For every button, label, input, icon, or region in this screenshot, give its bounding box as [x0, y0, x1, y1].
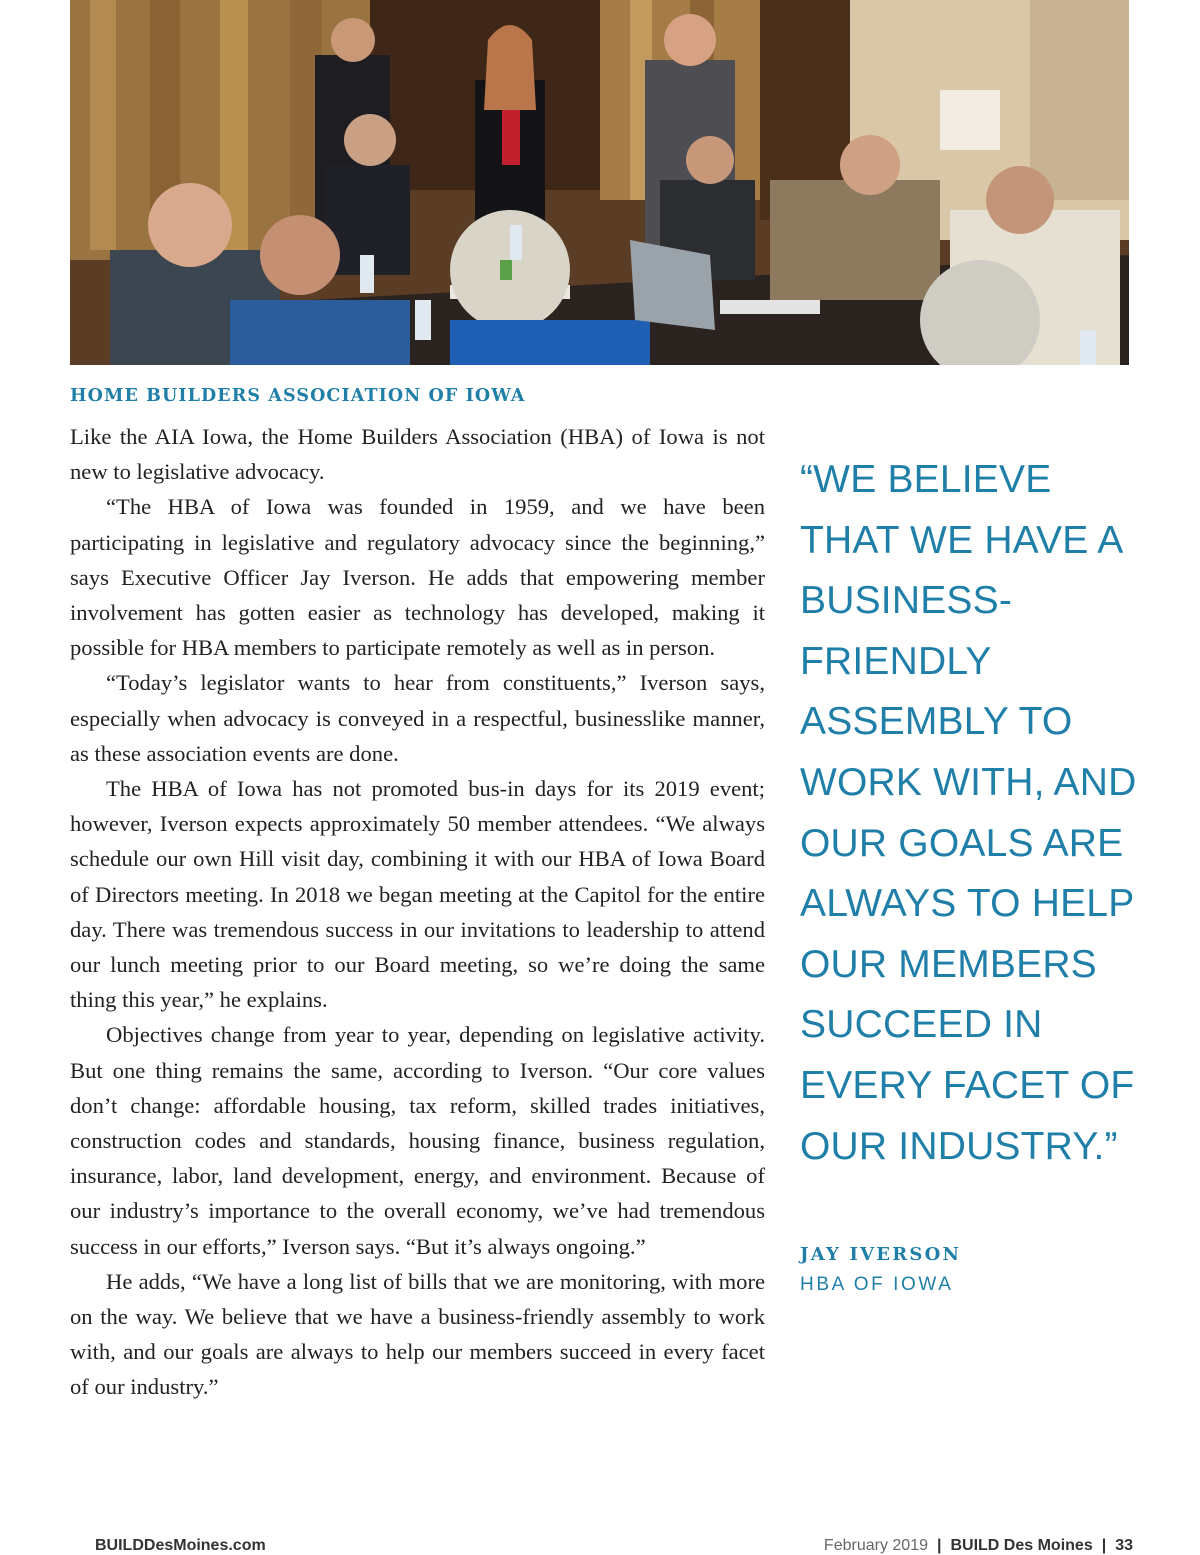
pull-quote-attribution-name: JAY IVERSON: [800, 1244, 962, 1265]
article-body: [70, 419, 765, 1405]
article-paragraph: “Today’s legislator wants to hear from constituents,” Iverson says, especially when advocacy is conveyed in a respectful, businesslike manner, as these association events are done.: [70, 670, 765, 766]
article-paragraph: “The HBA of Iowa was founded in 1959, and we have been participating in legislative and regulatory advocacy since the beginning,” says Executive Officer Jay Iverson. He adds that empowering member involvement has gotten easier as technology has developed, making it possible for HBA members to participate remotely as well as in person.: [70, 494, 765, 661]
article-paragraph: Objectives change from year to year, depending on legislative activity. But one thing remains the same, according to Iverson. “Our core values don’t change: affordable housing, tax reform, skilled trades initiatives, construction codes and standards, housing finance, business regulation, insurance, labor, land development, energy, and environment. Because of our industry’s importance to the overall economy, we’ve had tremendous success in our efforts,” Iverson says. “But it’s always ongoing.”: [70, 1022, 765, 1259]
meeting-photo-illustration: [70, 0, 1129, 365]
footer-date: February 2019: [823, 1537, 928, 1554]
footer-website: BUILDDesMoines.com: [95, 1537, 266, 1554]
footer-folio: [824, 1537, 1133, 1555]
pull-quote: “WE BELIEVE THAT WE HAVE A BUSINESS-FRIENDLY ASSEMBLY TO WORK WITH, AND OUR GOALS ARE ALWAYS TO HELP OUR MEMBERS SUCCEED IN EVERY FACET OF OUR INDUSTRY.”: [800, 458, 1137, 1168]
page-number: 33: [1115, 1537, 1133, 1554]
section-heading: HOME BUILDERS ASSOCIATION OF IOWA: [70, 386, 526, 406]
pull-quote-attribution-organization: HBA OF IOWA: [800, 1274, 954, 1295]
footer-magazine-name: BUILD Des Moines: [950, 1537, 1093, 1554]
article-paragraph: The HBA of Iowa has not promoted bus-in days for its 2019 event; however, Iverson expects approximately 50 member attendees. “We always schedule our own Hill visit day, combining it with our HBA of Iowa Board of Directors meeting. In 2018 we began meeting at the Capitol for the entire day. There was tremendous success in our invitations to leadership to attend our lunch meeting prior to our Board meeting, so we’re doing the same thing this year,” he explains.: [70, 776, 765, 1013]
footer-separator: |: [1101, 1537, 1107, 1554]
article-paragraph: Like the AIA Iowa, the Home Builders Association (HBA) of Iowa is not new to legislative advocacy.: [70, 424, 765, 485]
footer-separator: |: [936, 1537, 942, 1554]
meeting-photo: [70, 0, 1129, 365]
article-paragraph: He adds, “We have a long list of bills that we are monitoring, with more on the way. We believe that we have a business-friendly assembly to work with, and our goals are always to help our members succeed in every facet of our industry.”: [70, 1268, 765, 1400]
